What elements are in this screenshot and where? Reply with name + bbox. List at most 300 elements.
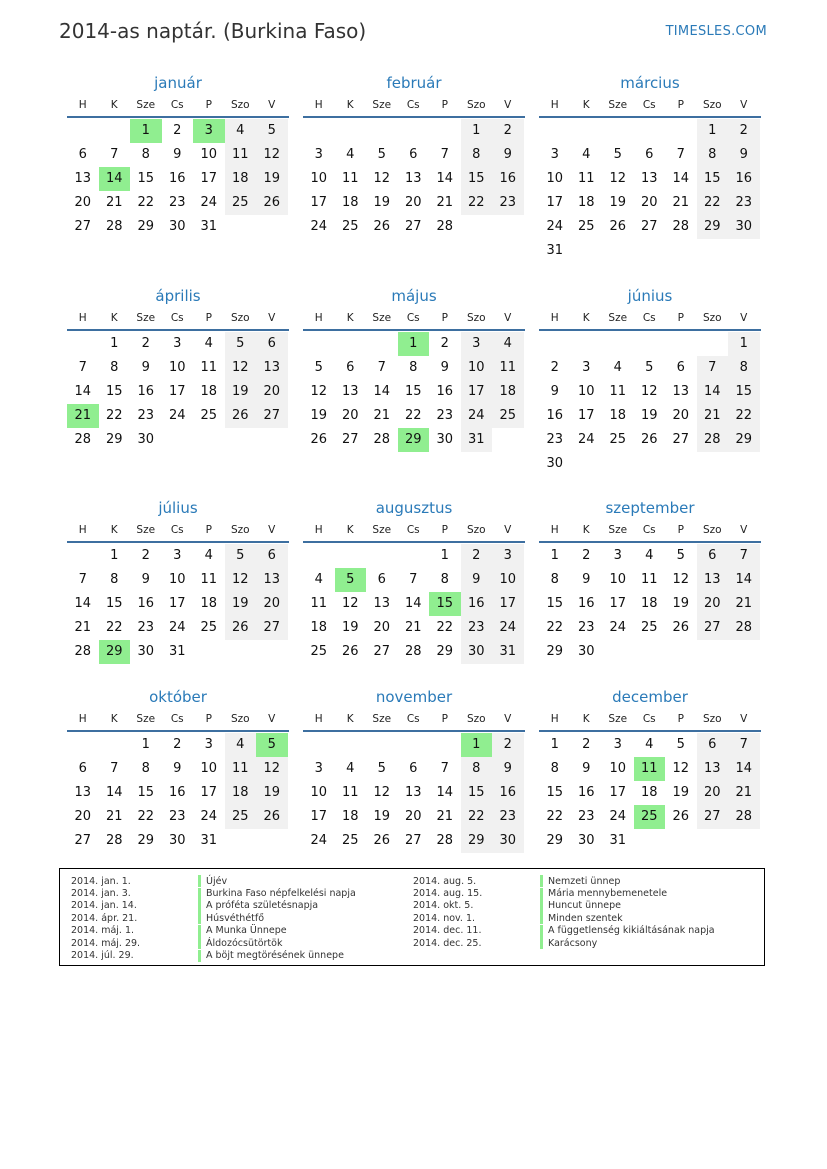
- weekday-header: [303, 94, 525, 118]
- day-cell: 7: [110, 761, 119, 776]
- month-name: október: [149, 688, 207, 706]
- day-cell: 27: [697, 616, 729, 640]
- weekday-label: Szo: [466, 524, 486, 536]
- day-cell: 30: [137, 432, 155, 447]
- weekday-label: Szo: [702, 312, 722, 324]
- day-cell: 10: [492, 568, 524, 592]
- day-cell: 21: [436, 195, 454, 210]
- month-name: szeptember: [605, 499, 695, 517]
- day-cell: 12: [373, 171, 391, 186]
- day-cell: 15: [137, 171, 155, 186]
- day-cell: 13: [672, 384, 690, 399]
- empty-cell: [697, 452, 729, 476]
- day-cell: 11: [200, 572, 218, 587]
- day-cell: 11: [310, 596, 328, 611]
- day-cell: 3: [204, 737, 213, 752]
- day-cell: 6: [78, 147, 87, 162]
- weekday-label: H: [550, 524, 559, 536]
- empty-cell: [429, 733, 461, 757]
- day-cell: 22: [697, 191, 729, 215]
- weekday-label: H: [314, 713, 323, 725]
- day-cell: 19: [640, 408, 658, 423]
- day-cell: 4: [582, 147, 591, 162]
- day-cell: 6: [346, 360, 355, 375]
- legend-date: 2014. aug. 15.: [413, 888, 483, 900]
- empty-cell: [162, 428, 194, 452]
- day-cell: 19: [256, 167, 288, 191]
- day-cell: 28: [436, 833, 454, 848]
- empty-cell: [697, 829, 729, 853]
- weekday-header: [67, 307, 289, 331]
- weekday-label: H: [550, 312, 559, 324]
- empty-cell: [99, 733, 131, 757]
- weekday-label: V: [740, 713, 748, 725]
- holiday-day-cell: 5: [335, 568, 367, 592]
- day-cell: 28: [404, 644, 422, 659]
- day-cell: 11: [225, 757, 257, 781]
- day-cell: 16: [461, 592, 493, 616]
- day-cell: 14: [373, 384, 391, 399]
- day-cell: 2: [173, 737, 182, 752]
- day-cell: 20: [404, 195, 422, 210]
- day-cell: 20: [697, 781, 729, 805]
- day-cell: 2: [492, 119, 524, 143]
- day-cell: 21: [697, 404, 729, 428]
- legend-date: 2014. ápr. 21.: [71, 912, 138, 924]
- legend-row: [71, 900, 356, 912]
- empty-cell: [303, 332, 335, 356]
- day-cell: 3: [613, 548, 622, 563]
- day-cell: 7: [728, 733, 760, 757]
- empty-cell: [492, 215, 524, 239]
- day-cell: 22: [137, 195, 155, 210]
- day-cell: 16: [577, 596, 595, 611]
- legend-date: 2014. aug. 5.: [413, 875, 477, 887]
- legend-holiday-name: Újév: [206, 875, 228, 887]
- day-cell: 18: [492, 380, 524, 404]
- day-cell: 26: [640, 432, 658, 447]
- day-cell: 26: [256, 191, 288, 215]
- day-cell: 6: [697, 544, 729, 568]
- day-cell: 17: [577, 408, 595, 423]
- month-calendar: [67, 686, 289, 853]
- day-cell: 23: [137, 620, 155, 635]
- day-cell: 21: [404, 620, 422, 635]
- empty-cell: [193, 640, 225, 664]
- empty-cell: [602, 452, 634, 476]
- day-cell: 28: [697, 428, 729, 452]
- day-cell: 2: [440, 336, 449, 351]
- day-cell: 26: [373, 219, 391, 234]
- day-cell: 17: [609, 785, 627, 800]
- legend-row: [413, 912, 715, 924]
- weekday-header: [539, 307, 761, 331]
- weekday-label: Szo: [702, 524, 722, 536]
- day-cell: 29: [461, 829, 493, 853]
- legend-date: 2014. okt. 5.: [413, 900, 474, 912]
- day-cell: 11: [609, 384, 627, 399]
- day-cell: 5: [225, 332, 257, 356]
- weekday-label: Sze: [608, 713, 628, 725]
- day-cell: 27: [404, 833, 422, 848]
- empty-cell: [429, 119, 461, 143]
- empty-cell: [665, 332, 697, 356]
- day-cell: 1: [110, 548, 119, 563]
- day-cell: 22: [436, 620, 454, 635]
- day-cell: 24: [461, 404, 493, 428]
- day-cell: 28: [436, 219, 454, 234]
- day-cell: 9: [141, 572, 150, 587]
- legend-holiday-name: A próféta születésnapja: [206, 900, 319, 912]
- holiday-day-cell: 1: [461, 733, 493, 757]
- brand-link[interactable]: TIMESLES.COM: [665, 24, 767, 39]
- weekday-label: V: [740, 524, 748, 536]
- legend-holiday-name: A böjt megtörésének ünnepe: [206, 950, 344, 962]
- day-cell: 12: [640, 384, 658, 399]
- empty-cell: [398, 119, 430, 143]
- day-cell: 5: [676, 737, 685, 752]
- legend-row: [71, 937, 356, 949]
- legend-holiday-name: Mária mennybemenetele: [548, 888, 668, 900]
- day-cell: 19: [373, 809, 391, 824]
- empty-cell: [256, 829, 288, 853]
- day-cell: 11: [341, 785, 359, 800]
- day-cell: 9: [173, 761, 182, 776]
- month-calendar: [539, 497, 761, 664]
- day-cell: 4: [645, 737, 654, 752]
- day-cell: 12: [310, 384, 328, 399]
- day-cell: 11: [225, 143, 257, 167]
- day-cell: 4: [645, 548, 654, 563]
- day-cell: 7: [377, 360, 386, 375]
- legend-color-marker: [540, 875, 543, 887]
- day-cell: 11: [640, 572, 658, 587]
- day-cell: 13: [74, 171, 92, 186]
- day-cell: 18: [225, 781, 257, 805]
- weekday-header: [67, 94, 289, 118]
- weekday-label: Szo: [702, 713, 722, 725]
- weekday-label: H: [78, 524, 87, 536]
- legend-date: 2014. dec. 25.: [413, 937, 482, 949]
- day-cell: 17: [168, 384, 186, 399]
- day-cell: 5: [256, 119, 288, 143]
- day-cell: 3: [314, 761, 323, 776]
- day-cell: 9: [440, 360, 449, 375]
- day-cell: 14: [697, 380, 729, 404]
- weekday-label: H: [314, 99, 323, 111]
- day-cell: 9: [173, 147, 182, 162]
- day-cell: 26: [341, 644, 359, 659]
- day-cell: 31: [492, 640, 524, 664]
- weekday-label: P: [441, 312, 448, 324]
- holiday-day-cell: 1: [398, 332, 430, 356]
- day-cell: 10: [168, 572, 186, 587]
- day-cell: 25: [492, 404, 524, 428]
- day-cell: 4: [225, 119, 257, 143]
- empty-cell: [225, 640, 257, 664]
- weekday-label: P: [677, 99, 684, 111]
- day-cell: 5: [645, 360, 654, 375]
- day-cell: 17: [310, 195, 328, 210]
- empty-cell: [665, 239, 697, 263]
- day-cell: 20: [404, 809, 422, 824]
- day-cell: 4: [346, 761, 355, 776]
- weekday-label: K: [110, 713, 118, 725]
- day-cell: 29: [137, 219, 155, 234]
- day-cell: 29: [105, 432, 123, 447]
- day-cell: 19: [672, 785, 690, 800]
- holiday-day-cell: 21: [67, 404, 99, 428]
- month-name: május: [391, 287, 437, 305]
- day-cell: 6: [409, 761, 418, 776]
- day-cell: 15: [105, 596, 123, 611]
- day-cell: 12: [225, 568, 257, 592]
- day-cell: 26: [672, 809, 690, 824]
- empty-cell: [697, 332, 729, 356]
- day-cell: 1: [550, 737, 559, 752]
- day-cell: 1: [728, 332, 760, 356]
- weekday-label: Sze: [136, 713, 156, 725]
- day-cell: 12: [609, 171, 627, 186]
- empty-cell: [335, 332, 367, 356]
- day-cell: 31: [168, 644, 186, 659]
- empty-cell: [665, 452, 697, 476]
- empty-cell: [225, 829, 257, 853]
- weekday-label: H: [550, 99, 559, 111]
- day-cell: 12: [672, 761, 690, 776]
- day-cell: 1: [141, 737, 150, 752]
- empty-cell: [303, 119, 335, 143]
- page-title: 2014-as naptár. (Burkina Faso): [59, 19, 367, 43]
- day-cell: 26: [225, 616, 257, 640]
- legend-holiday-name: A Munka Ünnepe: [206, 925, 287, 937]
- day-cell: 14: [74, 384, 92, 399]
- legend-color-marker: [198, 937, 201, 949]
- weekday-header: [303, 519, 525, 543]
- day-cell: 13: [256, 356, 288, 380]
- legend-date: 2014. jan. 1.: [71, 875, 131, 887]
- day-cell: 25: [200, 620, 218, 635]
- day-cell: 7: [78, 360, 87, 375]
- day-cell: 23: [492, 805, 524, 829]
- day-cell: 30: [168, 219, 186, 234]
- legend-holiday-name: Nemzeti ünnep: [548, 875, 621, 887]
- day-cell: 2: [582, 737, 591, 752]
- legend-color-marker: [540, 925, 543, 937]
- empty-cell: [256, 428, 288, 452]
- day-cell: 25: [640, 620, 658, 635]
- day-cell: 13: [640, 171, 658, 186]
- day-cell: 23: [436, 408, 454, 423]
- day-cell: 16: [546, 408, 564, 423]
- day-cell: 19: [373, 195, 391, 210]
- day-cell: 25: [341, 833, 359, 848]
- day-cell: 22: [137, 809, 155, 824]
- weekday-label: Cs: [170, 713, 184, 725]
- holiday-day-cell: 5: [256, 733, 288, 757]
- legend-row: [71, 887, 356, 899]
- day-cell: 2: [728, 119, 760, 143]
- weekday-label: H: [78, 312, 87, 324]
- weekday-label: P: [677, 312, 684, 324]
- day-cell: 2: [461, 544, 493, 568]
- day-cell: 18: [640, 596, 658, 611]
- legend-date: 2014. dec. 11.: [413, 925, 482, 937]
- month-name: június: [627, 287, 673, 305]
- empty-cell: [634, 332, 666, 356]
- day-cell: 5: [377, 147, 386, 162]
- day-grid: [303, 733, 525, 853]
- day-cell: 31: [200, 833, 218, 848]
- legend-column-left: [71, 875, 356, 962]
- day-cell: 9: [492, 143, 524, 167]
- month-name: április: [155, 287, 201, 305]
- day-cell: 14: [404, 596, 422, 611]
- weekday-label: P: [205, 312, 212, 324]
- day-cell: 8: [110, 572, 119, 587]
- empty-cell: [539, 332, 571, 356]
- legend-row: [413, 875, 715, 887]
- day-cell: 28: [74, 432, 92, 447]
- day-cell: 17: [168, 596, 186, 611]
- day-cell: 23: [168, 809, 186, 824]
- day-cell: 27: [697, 805, 729, 829]
- weekday-label: Sze: [372, 99, 392, 111]
- day-cell: 10: [461, 356, 493, 380]
- weekday-label: Sze: [136, 524, 156, 536]
- day-cell: 19: [672, 596, 690, 611]
- holiday-day-cell: 29: [99, 640, 131, 664]
- day-cell: 20: [341, 408, 359, 423]
- month-calendar: [539, 72, 761, 263]
- day-cell: 20: [697, 592, 729, 616]
- day-cell: 19: [310, 408, 328, 423]
- weekday-label: Cs: [406, 312, 420, 324]
- month-name: augusztus: [375, 499, 453, 517]
- day-cell: 24: [200, 195, 218, 210]
- empty-cell: [571, 239, 603, 263]
- legend-color-marker: [198, 900, 201, 912]
- day-cell: 24: [200, 809, 218, 824]
- weekday-label: P: [441, 524, 448, 536]
- day-cell: 21: [672, 195, 690, 210]
- day-cell: 26: [310, 432, 328, 447]
- day-cell: 13: [341, 384, 359, 399]
- day-cell: 22: [728, 404, 760, 428]
- day-cell: 6: [256, 544, 288, 568]
- day-cell: 28: [672, 219, 690, 234]
- month-calendar: [303, 285, 525, 452]
- day-cell: 15: [697, 167, 729, 191]
- empty-cell: [67, 119, 99, 143]
- day-cell: 16: [577, 785, 595, 800]
- legend-date: 2014. nov. 1.: [413, 912, 476, 924]
- day-cell: 3: [173, 336, 182, 351]
- weekday-label: Cs: [406, 524, 420, 536]
- day-cell: 7: [697, 356, 729, 380]
- empty-cell: [728, 452, 760, 476]
- day-cell: 12: [256, 757, 288, 781]
- legend-color-marker: [198, 950, 201, 962]
- day-cell: 24: [310, 833, 328, 848]
- empty-cell: [335, 733, 367, 757]
- day-cell: 7: [409, 572, 418, 587]
- day-cell: 18: [225, 167, 257, 191]
- weekday-label: Sze: [136, 99, 156, 111]
- empty-cell: [225, 215, 257, 239]
- day-cell: 10: [546, 171, 564, 186]
- empty-cell: [256, 640, 288, 664]
- day-cell: 28: [728, 616, 760, 640]
- day-cell: 10: [200, 147, 218, 162]
- day-cell: 5: [225, 544, 257, 568]
- weekday-header: [303, 708, 525, 732]
- month-name: július: [158, 499, 198, 517]
- day-cell: 10: [609, 572, 627, 587]
- weekday-label: V: [504, 99, 512, 111]
- legend-color-marker: [198, 925, 201, 937]
- empty-cell: [398, 544, 430, 568]
- day-cell: 5: [377, 761, 386, 776]
- day-cell: 26: [672, 620, 690, 635]
- empty-cell: [571, 452, 603, 476]
- day-cell: 6: [697, 733, 729, 757]
- legend-color-marker: [540, 900, 543, 912]
- day-cell: 9: [550, 384, 559, 399]
- day-cell: 4: [314, 572, 323, 587]
- day-cell: 7: [110, 147, 119, 162]
- day-cell: 2: [173, 123, 182, 138]
- weekday-label: Sze: [608, 524, 628, 536]
- legend-holiday-name: A függetlenség kikiáltásának napja: [548, 925, 715, 937]
- weekday-label: Cs: [406, 713, 420, 725]
- empty-cell: [366, 544, 398, 568]
- day-cell: 25: [225, 191, 257, 215]
- day-cell: 18: [200, 384, 218, 399]
- day-cell: 8: [141, 147, 150, 162]
- month-calendar: [67, 285, 289, 452]
- day-cell: 1: [550, 548, 559, 563]
- day-cell: 6: [256, 332, 288, 356]
- empty-cell: [539, 119, 571, 143]
- legend-column-right: [413, 875, 715, 949]
- weekday-label: Szo: [230, 713, 250, 725]
- day-cell: 18: [310, 620, 328, 635]
- day-cell: 22: [461, 191, 493, 215]
- legend-holiday-name: Huncut ünnepe: [548, 900, 621, 912]
- weekday-label: Szo: [230, 312, 250, 324]
- day-cell: 8: [550, 572, 559, 587]
- empty-cell: [303, 544, 335, 568]
- month-calendar: [539, 285, 761, 476]
- day-cell: 14: [74, 596, 92, 611]
- day-cell: 22: [546, 809, 564, 824]
- day-cell: 8: [409, 360, 418, 375]
- weekday-label: V: [268, 713, 276, 725]
- day-cell: 23: [492, 191, 524, 215]
- weekday-label: Sze: [608, 99, 628, 111]
- day-cell: 16: [168, 171, 186, 186]
- day-cell: 18: [577, 195, 595, 210]
- day-cell: 30: [492, 829, 524, 853]
- weekday-label: V: [268, 524, 276, 536]
- day-cell: 27: [74, 833, 92, 848]
- day-cell: 24: [609, 620, 627, 635]
- empty-cell: [99, 119, 131, 143]
- day-cell: 3: [582, 360, 591, 375]
- day-cell: 14: [728, 757, 760, 781]
- day-cell: 5: [314, 360, 323, 375]
